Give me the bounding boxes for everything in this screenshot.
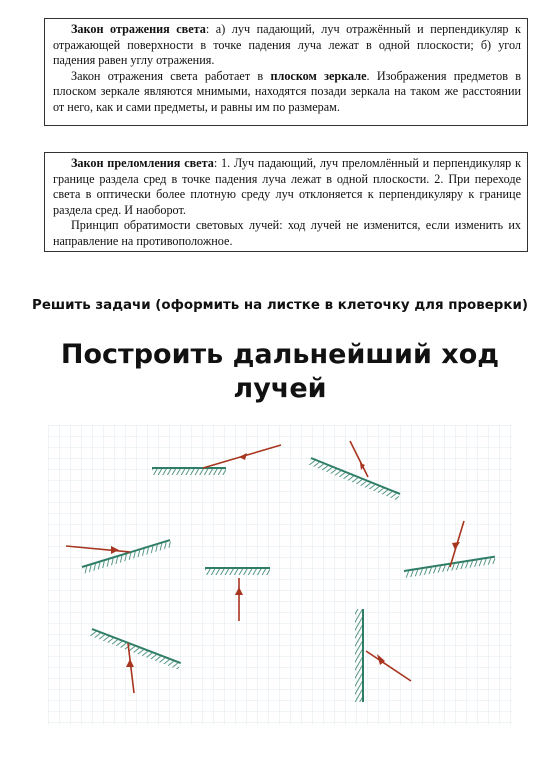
mirror-1	[152, 468, 226, 475]
mirror-7	[355, 609, 363, 702]
refraction-law-paragraph	[53, 156, 521, 218]
graph-paper	[48, 425, 512, 725]
mirror-4	[205, 568, 270, 575]
refraction-law-term: Закон преломления света	[71, 156, 214, 170]
reflection-law-paragraph	[53, 22, 521, 69]
reflection-law-term: Закон отражения света	[71, 22, 206, 36]
plane-mirror-text-a: Закон отражения света работает в	[71, 68, 271, 83]
refraction-law-box	[44, 152, 528, 252]
task-instruction: Решить задачи (оформить на листке в клеточку для проверки)	[32, 298, 528, 313]
heading-line-2: лучей	[233, 373, 327, 404]
plane-mirror-text-b: . Изображения предметов в плоском зеркале являются мнимыми, находятся позади зеркала на таком же расстоянии от него, как и сами предметы, и равны им по размерам.	[53, 68, 521, 114]
reversibility-paragraph	[53, 218, 521, 249]
refraction-law-text: : 1. Луч падающий, луч преломлённый и перпендикуляр к границе раздела сред в точке падения луча лежат в одной плоскости. 2. При переходе света в оптически более плотную среду луч отклоняется к перпендикуляру к границе раздела сред. И наоборот.	[53, 156, 521, 217]
reflection-law-box	[44, 18, 528, 126]
page-heading	[0, 338, 560, 406]
heading-line-1: Построить дальнейший ход	[60, 339, 500, 370]
plane-mirror-paragraph	[53, 69, 521, 116]
plane-mirror-term: плоском зеркале	[270, 68, 367, 83]
reflection-law-text: : а) луч падающий, луч отражённый и перпендикуляр к отражающей поверхности в точке падения луча лежат в одной плоскости; б) угол падения равен углу отражения.	[53, 22, 521, 68]
ray-diagram-grid	[48, 425, 512, 725]
reversibility-text: Принцип обратимости световых лучей: ход лучей не изменится, если изменить их направление на противоположное.	[53, 218, 521, 248]
